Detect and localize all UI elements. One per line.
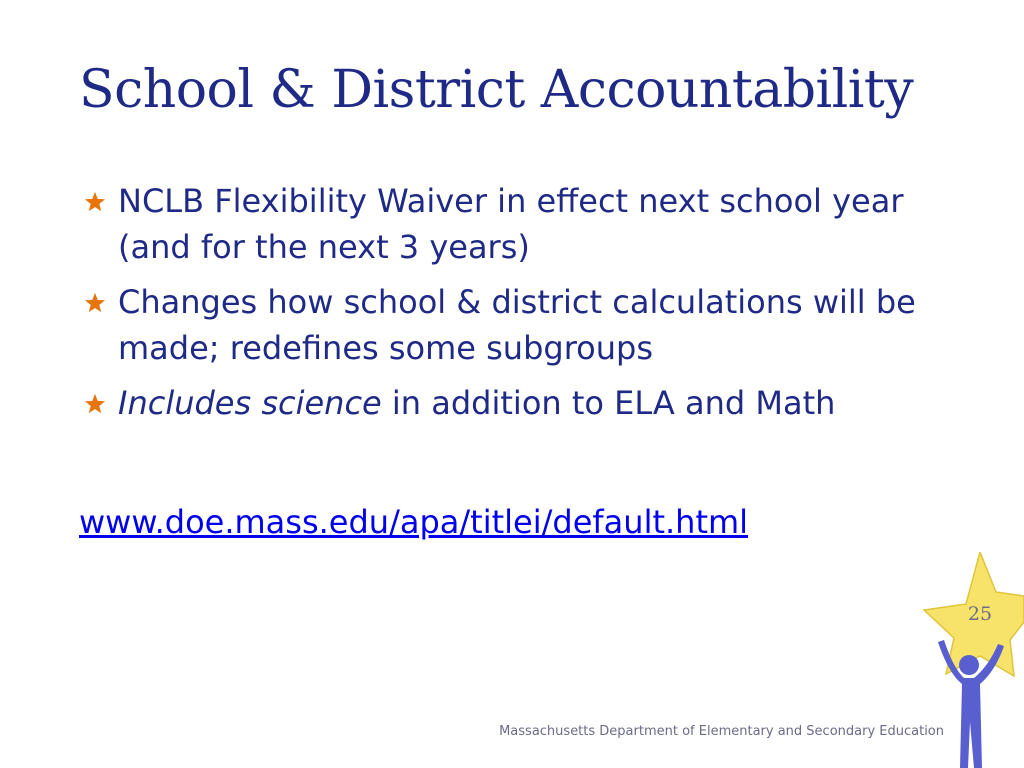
bullet-text: in addition to ELA and Math [381, 384, 836, 422]
star-icon [84, 292, 106, 314]
page-number: 25 [967, 603, 993, 625]
bullet-item [84, 380, 954, 426]
bullet-list [84, 178, 954, 435]
footer-text: Massachusetts Department of Elementary and Secondary Education [499, 724, 944, 739]
bullet-text: Changes how school & district calculations will be made; redefines some subgroups [118, 283, 916, 367]
star-icon [84, 393, 106, 415]
bullet-item [84, 279, 954, 371]
slide-title: School & District Accountability [79, 60, 914, 120]
resource-link[interactable]: www.doe.mass.edu/apa/titlei/default.html [79, 503, 749, 541]
bullet-italic-text: Includes science [118, 384, 382, 422]
star-icon [84, 191, 106, 213]
bullet-item [84, 178, 954, 270]
bullet-text: NCLB Flexibility Waiver in effect next school year (and for the next 3 years) [118, 182, 904, 266]
